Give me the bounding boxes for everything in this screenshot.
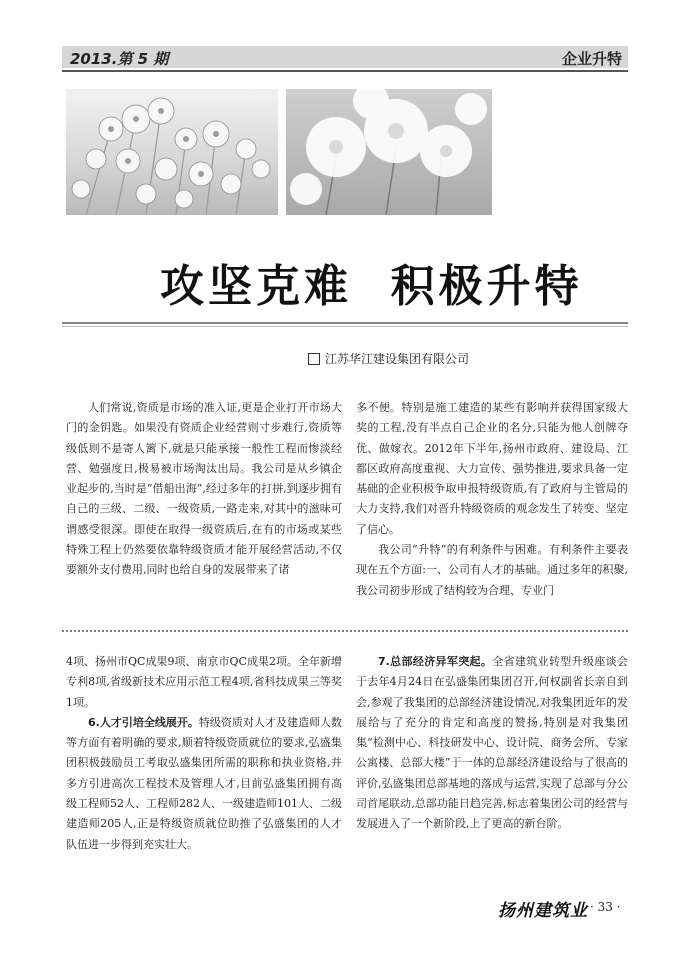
flower-photo-left [66, 89, 278, 215]
author-name: 江苏华江建设集团有限公司 [325, 352, 470, 366]
section-label: 企业升特 [561, 50, 622, 68]
dandelion-photo-right-image [286, 89, 492, 215]
header-rule [62, 70, 628, 72]
section-heading: 6.人才引培全线展开。 [88, 715, 199, 729]
top-right-column [356, 398, 628, 618]
paragraph-body: 全省建筑业转型升级座谈会于去年4月24日在弘盛集团集团召开,何权副省长亲自到会,参观了我集团的总部经济建设情况,对我集团近年的发展给与了充分的肯定和高度的赞扬,特别是对我集团集“检测中心、科技研发中心、设计院、商务会所、专家公寓楼、总部大楼”于一体的总部经济建设给与了很高的评价,弘盛集团总部基地的落成与运营,实现了总部与分公司首尾联动,总部功能日趋完善,标志着集团公司的经营与发展进入了一个新阶段,上了更高的新台阶。 [356, 655, 628, 831]
article-title: 攻坚克难 积极升特 [160, 261, 583, 312]
bottom-left-column [66, 652, 342, 888]
title-rule-thin [62, 326, 628, 327]
paragraph [356, 652, 628, 835]
paragraph: 人们常说,资质是市场的准入证,更是企业打开市场大门的金钥匙。如果没有资质企业经营则寸步难行,资质等级低则不是寄人篱下,就是只能承接一般性工程而惨淡经营、勉强度日,极易被市场淘汰出局。我公司是从乡镇企业起步的,当时是“借船出海”,经过多年的打拼,到逐步拥有自己的三级、二级、一级资质,一路走来,对其中的滋味可谓感受很深。即使在取得一级资质后,在有的市场或某些特殊工程上仍然要依靠特级资质才能开展经营活动,不仅要额外支付费用,同时也给自身的发展带来了诸 [66, 401, 342, 577]
top-left-column [66, 398, 342, 618]
dandelion-photo-right [286, 89, 492, 215]
bottom-right-column [356, 652, 628, 888]
magazine-logo: 扬州建筑业 [498, 901, 588, 921]
paragraph: 4项、扬州市QC成果9项、南京市QC成果2项。全年新增专利8项,省级新技术应用示范工程4项,省科技成果三等奖1项。 [66, 655, 342, 709]
paragraph [66, 713, 342, 855]
flower-photo-left-image [66, 89, 278, 215]
paragraph: 多不便。特别是施工建造的某些有影响并获得国家级大奖的工程,没有半点自己企业的名分,只能为他人创牌夺优、做嫁衣。2012年下半年,扬州市政府、建设局、江都区政府高度重视、大力宣传、强势推进,要求具备一定基础的企业积极争取申报特级资质,有了政府与主管局的大力支持,我们对晋升特级资质的观念发生了转变、坚定了信心。 [356, 401, 628, 536]
square-bullet-icon [308, 353, 320, 365]
page-number: · 33 · [590, 900, 621, 914]
author-line [308, 350, 469, 367]
section-heading: 7.总部经济异军突起。 [378, 655, 493, 668]
paragraph-body: 特级资质对人才及建造师人数等方面有着明确的要求,顺着特级资质就位的要求,弘盛集团积极鼓励员工考取弘盛集团所需的职称和执业资格,并多方引进高次工程技术及管理人才,目前弘盛集团拥有高级工程师52人、工程师282人、一级建造师101人、二级建造师205人,正是特级资质就位助推了弘盛集团的人才队伍进一步得到充实壮大。 [66, 715, 342, 851]
title-rule [62, 322, 628, 324]
paragraph: 我公司“升特”的有利条件与困难。有利条件主要表现在五个方面:一、公司有人才的基础。通过多年的积聚,我公司初步形成了结构较为合理、专业门 [356, 543, 628, 597]
dotted-divider [62, 630, 628, 632]
issue-label: 2013.第 5 期 [70, 50, 169, 68]
